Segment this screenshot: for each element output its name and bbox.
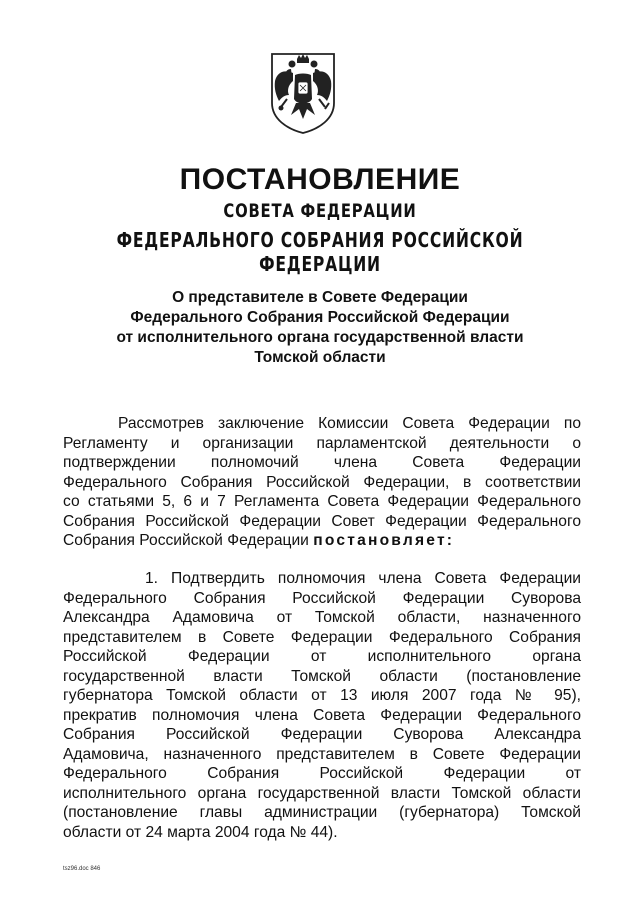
paragraph-line: Александра Адамовича от Томской области, назначенного <box>63 609 581 626</box>
paragraph-last-line <box>63 531 581 551</box>
document-title: ПОСТАНОВЛЕНИЕ <box>179 163 461 196</box>
subject-line: от исполнительного органа государственной власти <box>116 329 524 346</box>
paragraph-line: представителем в Совете Федерации Федерального Собрания <box>63 628 581 646</box>
resolution-item-1 <box>63 569 581 842</box>
paragraph-line: Адамовича, назначенного представителем в Совете Федерации <box>63 745 581 763</box>
paragraph-line: государственной власти Томской области (постановление <box>63 667 581 685</box>
paragraph-line: прекратив полномочия члена Совета Федерации Федерального <box>63 706 581 724</box>
subject-line: Томской области <box>254 349 386 366</box>
paragraph-line: Российской Федерации от исполнительного органа <box>63 648 581 665</box>
issuer-line-1: СОВЕТА ФЕДЕРАЦИИ <box>223 200 417 222</box>
coat-of-arms-icon <box>269 51 337 135</box>
subject-line: Федерального Собрания Российской Федерации <box>130 309 510 326</box>
paragraph-line: Регламенту и организации парламентской деятельности о <box>63 434 581 452</box>
document-code: tsz96.doc 846 <box>63 866 101 872</box>
paragraph-line: Собрания Российской Федерации Суворова Александра <box>63 726 581 743</box>
paragraph-line: 1. Подтвердить полномочия члена Совета Федерации <box>145 570 581 587</box>
paragraph-line: Собрания Российской Федерации Совет Федерации Федерального <box>63 512 581 530</box>
paragraph-line: подтверждении полномочий члена Совета Федерации <box>63 454 581 471</box>
paragraph-line: Федерального Собрания Российской Федерации, в соответствии <box>63 473 581 491</box>
paragraph-line: Рассмотрев заключение Комиссии Совета Федерации по <box>118 415 581 432</box>
paragraph-line: (постановление главы администрации (губернатора) Томской <box>63 804 581 821</box>
paragraph-line: со статьями 5, 6 и 7 Регламента Совета Федерации Федерального <box>63 493 581 510</box>
issuer-line-2: ФЕДЕРАЛЬНОГО СОБРАНИЯ РОССИЙСКОЙ ФЕДЕРАЦИИ <box>116 228 524 276</box>
subject-line: О представителе в Совете Федерации <box>172 289 468 306</box>
paragraph-line: Федерального Собрания Российской Федерации от <box>63 765 581 782</box>
paragraph-line: исполнительного органа государственной власти Томской области <box>63 784 581 802</box>
preamble-paragraph <box>63 414 581 551</box>
document-subject <box>0 288 640 368</box>
paragraph-line: губернатора Томской области от 13 июля 2007 года № 95), <box>63 687 581 704</box>
paragraph-line: Федерального Собрания Российской Федерации Суворова <box>63 589 581 607</box>
paragraph-line: Собрания Российской Федерации <box>63 532 309 549</box>
paragraph-line: области от 24 марта 2004 года № 44). <box>63 823 338 841</box>
resolves-word: постановляет: <box>313 532 455 549</box>
